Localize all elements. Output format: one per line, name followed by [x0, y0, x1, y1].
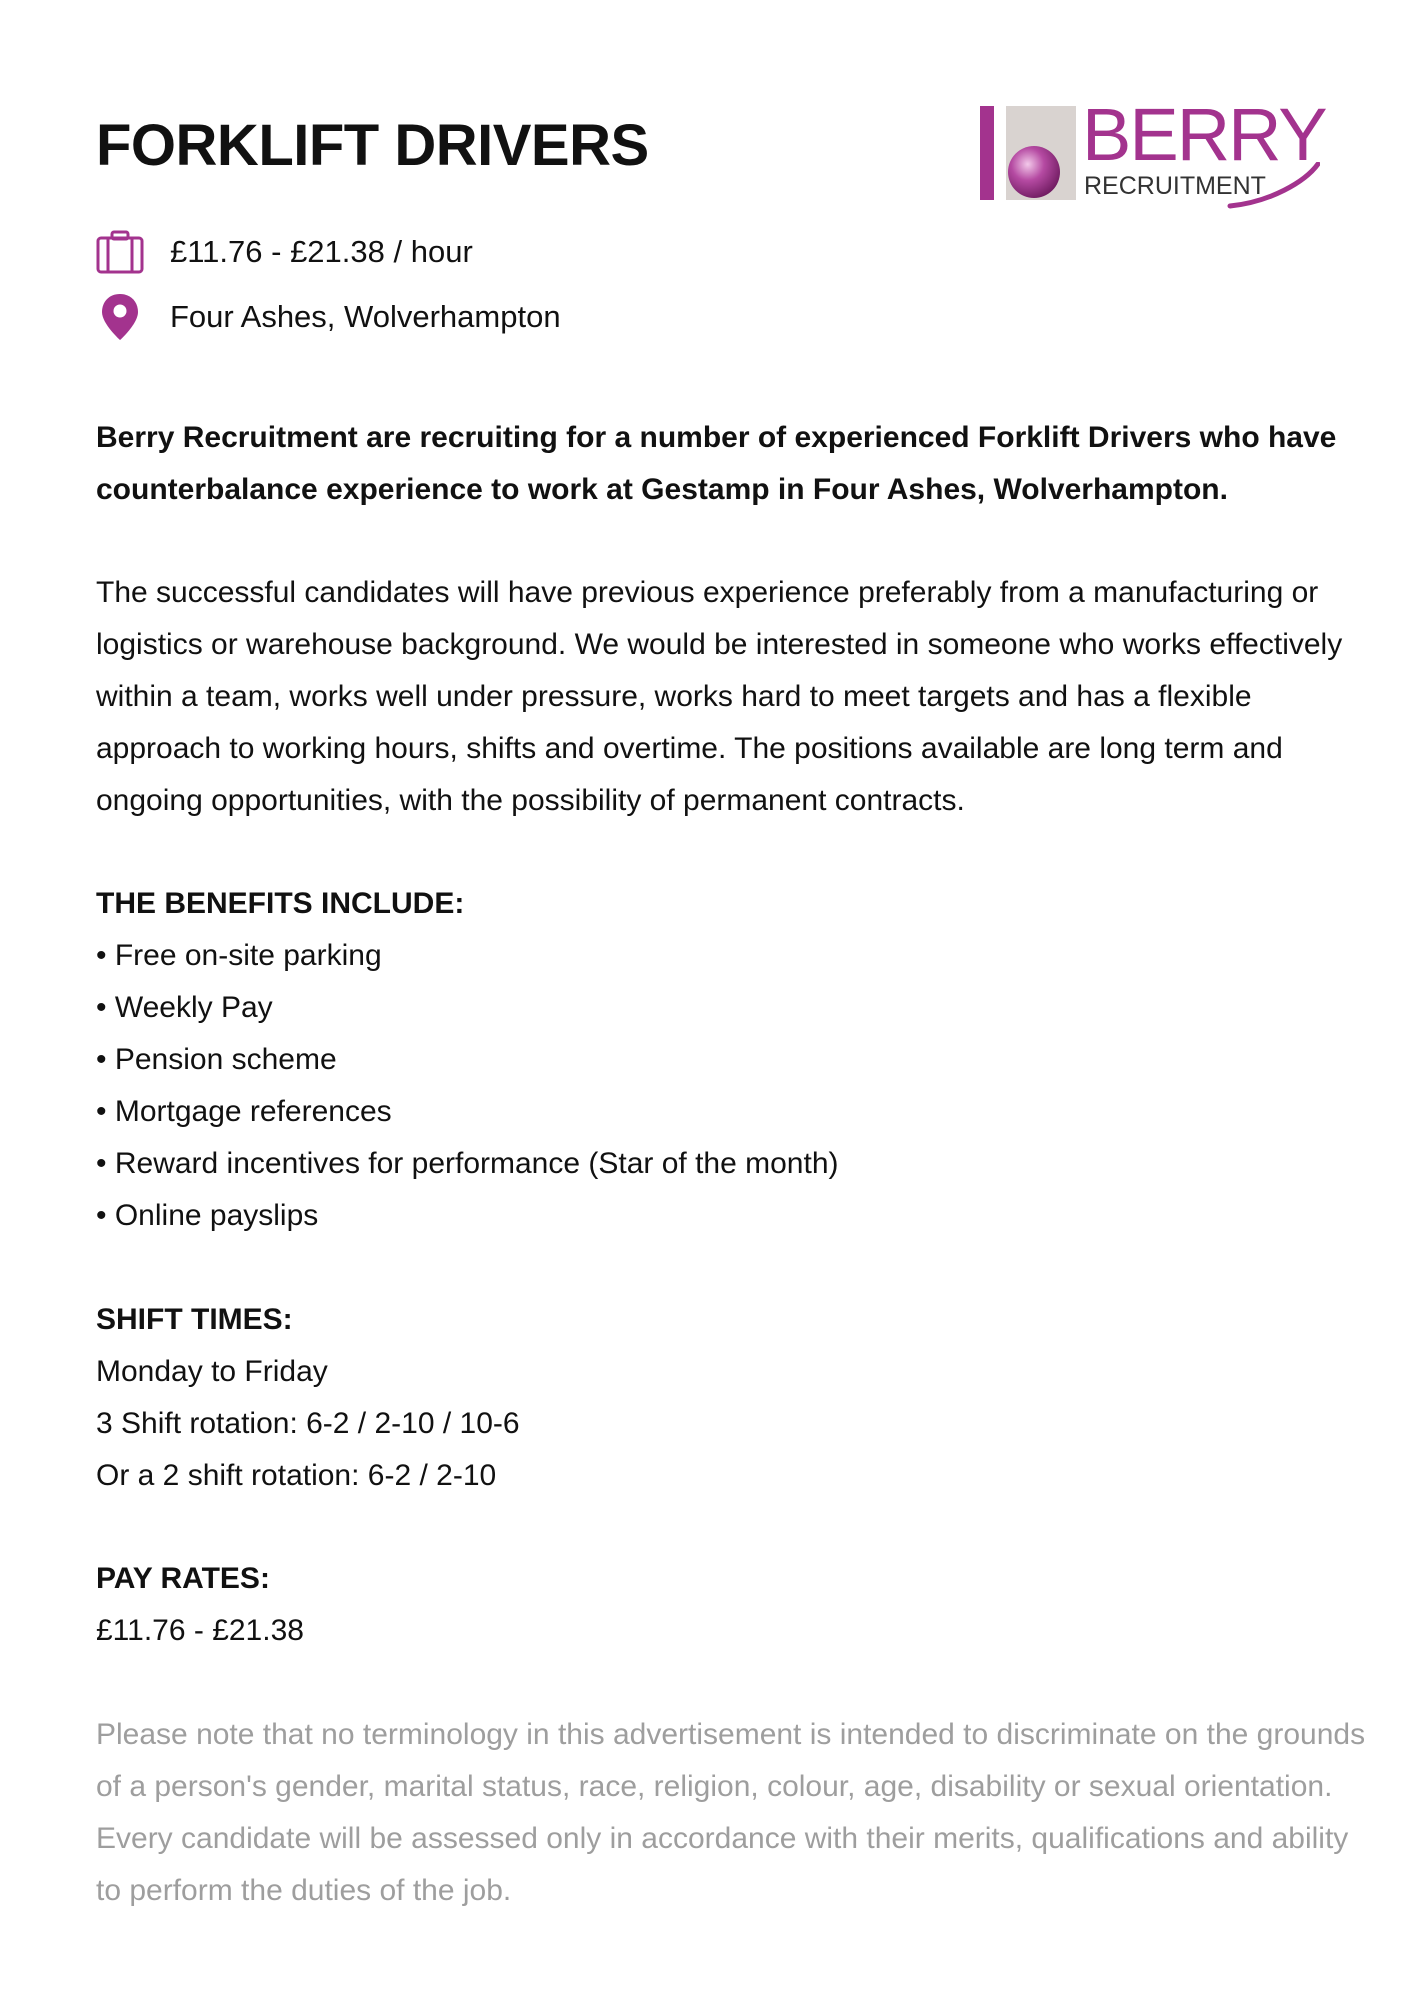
- shift-line: Monday to Friday: [96, 1355, 328, 1388]
- briefcase-icon: [96, 226, 144, 278]
- shift-times-heading: SHIFT TIMES:: [96, 1303, 293, 1336]
- location-text: Four Ashes, Wolverhampton: [170, 299, 561, 334]
- disclaimer-line: to perform the duties of the job.: [96, 1874, 512, 1907]
- pay-rates-value: £11.76 - £21.38: [96, 1614, 304, 1647]
- description-line: logistics or warehouse background. We would be interested in someone who works effectively: [96, 628, 1343, 661]
- logo-swoosh: [1080, 162, 1320, 212]
- list-item: • Online payslips: [96, 1190, 1336, 1242]
- shift-line: Or a 2 shift rotation: 6-2 / 2-10: [96, 1459, 497, 1492]
- benefits-section: [96, 878, 1336, 1242]
- list-item: • Mortgage references: [96, 1086, 1336, 1138]
- map-pin-icon: [96, 291, 144, 343]
- pay-rates-section: [96, 1553, 1336, 1657]
- intro-line: counterbalance experience to work at Gestamp in Four Ashes, Wolverhampton.: [96, 473, 1228, 506]
- benefits-heading: THE BENEFITS INCLUDE:: [96, 887, 465, 920]
- logo-mark-icon: [980, 104, 1080, 204]
- page-title: FORKLIFT DRIVERS: [96, 113, 649, 178]
- disclaimer-line: Please note that no terminology in this advertisement is intended to discriminate on the grounds: [96, 1718, 1366, 1751]
- logo-brand-sub: RECRUITMENT: [1084, 172, 1266, 200]
- pay-rates-heading: PAY RATES:: [96, 1562, 270, 1595]
- disclaimer-line: of a person's gender, marital status, race, religion, colour, age, disability or sexual orientation.: [96, 1770, 1333, 1803]
- salary-row: [96, 226, 473, 278]
- disclaimer-paragraph: [96, 1709, 1366, 1917]
- salary-text: £11.76 - £21.38 / hour: [170, 234, 473, 269]
- benefits-list: [96, 930, 1336, 1242]
- intro-paragraph: [96, 412, 1336, 516]
- shift-line: 3 Shift rotation: 6-2 / 2-10 / 10-6: [96, 1407, 520, 1440]
- berry-recruitment-logo: [980, 93, 1330, 204]
- description-line: within a team, works well under pressure, works hard to meet targets and has a flexible: [96, 680, 1252, 713]
- list-item: • Reward incentives for performance (Star of the month): [96, 1138, 1336, 1190]
- shift-times-section: [96, 1294, 1336, 1502]
- list-item: • Weekly Pay: [96, 982, 1336, 1034]
- location-row: [96, 291, 561, 343]
- description-line: The successful candidates will have previous experience preferably from a manufacturing or: [96, 576, 1319, 609]
- description-line: ongoing opportunities, with the possibility of permanent contracts.: [96, 784, 965, 817]
- intro-line: Berry Recruitment are recruiting for a number of experienced Forklift Drivers who have: [96, 421, 1337, 454]
- list-item: • Pension scheme: [96, 1034, 1336, 1086]
- logo-brand-name: BERRY: [1082, 93, 1326, 176]
- disclaimer-line: Every candidate will be assessed only in accordance with their merits, qualifications and ability: [96, 1822, 1349, 1855]
- description-paragraph: [96, 567, 1343, 827]
- description-line: approach to working hours, shifts and overtime. The positions available are long term and: [96, 732, 1283, 765]
- list-item: • Free on-site parking: [96, 930, 1336, 982]
